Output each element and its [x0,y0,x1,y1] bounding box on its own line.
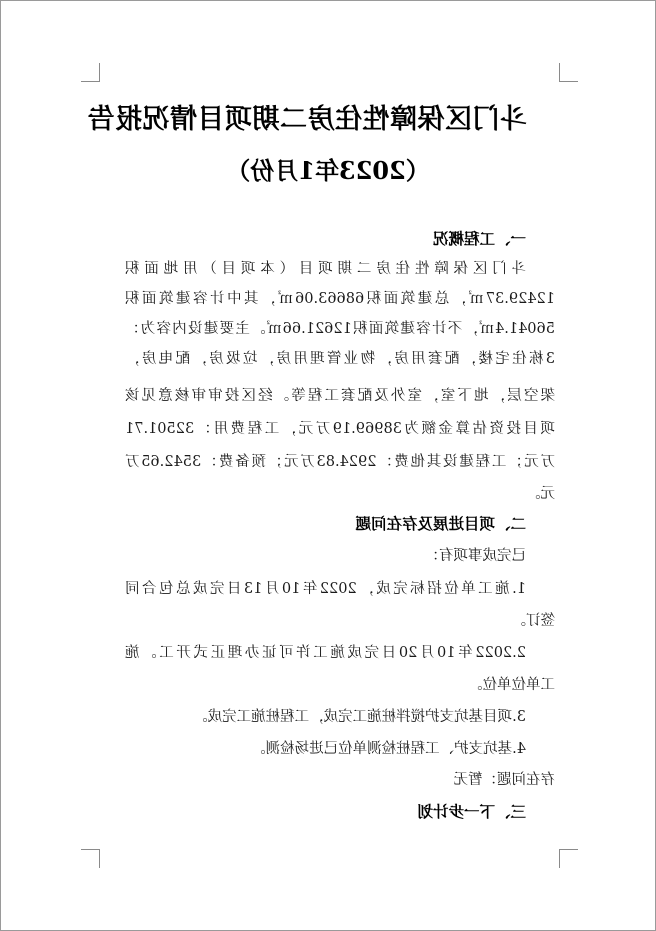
section-heading-overview: 一、工程概况 [432,229,526,248]
completed-items-label: 已完成事项有： [424,548,526,564]
paragraph-line: 架空层，地下室，室外及配套工程等。经区投审审核意见该 [125,388,555,404]
document-subtitle: （2023年1月份） [226,156,430,185]
section-heading-progress: 二、项目进展及存在问题 [355,514,526,533]
list-item-continuation: 工单位单位。 [468,677,555,693]
paragraph-line: 斗门区保障性住房二期项目（本项目）用地面积 [125,261,526,277]
paragraph-line: 56041.4㎡，不计容建筑面积12621.66㎡。主要建设内容为： [125,321,555,337]
issues-line: 存在问题：暂无 [453,772,555,788]
list-item: 3.项目基坑支护搅拌桩施工完成，工程桩施工完成。 [193,709,526,725]
paragraph-line: 12429.37㎡，总建筑面积68663.06㎡，其中计容建筑面积 [125,291,555,307]
document-content [1,1,655,930]
list-item: 2.2022年10月20日完成施工许可证办理正式开工。施 [125,645,526,661]
list-item: 1.施工单位招标完成，2022年10月13日完成总包合同 [125,581,526,597]
paragraph-line: 万元；工程建设其他费：2924.83万元；预备费：3542.65万 [125,454,555,470]
section-heading-next-plan: 三、下一步计划 [417,802,526,821]
paragraph-line: 项目投资估算金额为38969.19万元，工程费用：32501.71 [125,421,555,437]
list-item: 4.基坑支护、工程桩检测单位已进场检测。 [251,741,526,757]
list-item-continuation: 签订。 [511,613,555,629]
paragraph-line: 元。 [526,486,555,502]
document-title: 斗门区保障性住房二期项目情况报告 [87,104,527,135]
paragraph-line: 3栋住宅楼，配套用房，物业管理用房，垃圾房，配电房， [125,351,555,367]
